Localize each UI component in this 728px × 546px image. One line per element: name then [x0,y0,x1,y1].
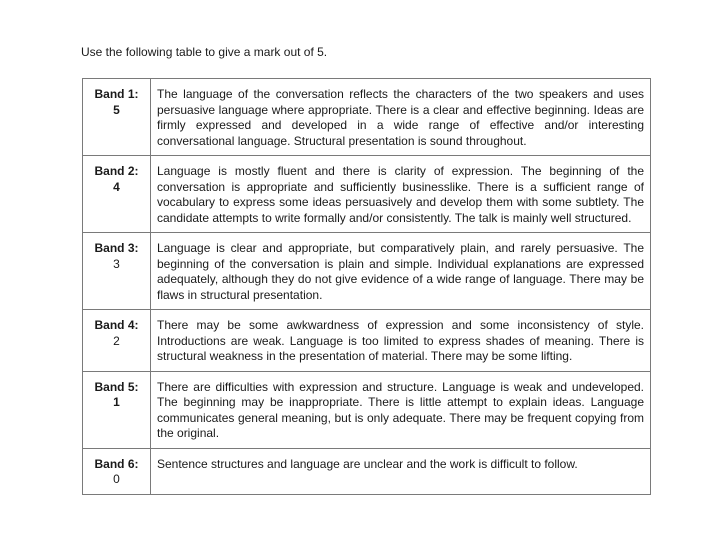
band-mark: 3 [113,256,120,271]
table-row [83,79,651,156]
band-mark: 1 [113,395,120,409]
band-description: Language is mostly fluent and there is clarity of expression. The beginning of the conversation is appropriate and sufficiently businesslike. There is a sufficient range of vocabulary to express some ideas persuasively and develop them with some subtlety. The candidate attempts to write formally and/or consistently. The talk is mainly well structured. [151,156,651,233]
band-label-cell [83,448,151,494]
band-name: Band 3: [94,241,139,255]
band-description: The language of the conversation reflects the characters of the two speakers and uses persuasive language where appropriate. There is a clear and effective beginning. Ideas are firmly expressed and developed in a wide range of effective and/or interesting conversational language. Structural presentation is sound throughout. [151,79,651,156]
band-description: Sentence structures and language are unclear and the work is difficult to follow. [151,448,651,494]
table-row [83,156,651,233]
band-mark: 5 [113,102,120,117]
band-label-cell [83,371,151,448]
table-row [83,233,651,310]
band-label-cell [83,156,151,233]
band-description: There are difficulties with expression and structure. Language is weak and undeveloped. The beginning may be inappropriate. There is little attempt to explain ideas. Language communicates general meaning, but is only adequate. There may be frequent copying from the original. [151,371,651,448]
band-name: Band 6: [94,456,139,471]
table-row [83,371,651,448]
band-name: Band 1: [94,87,139,101]
band-description: There may be some awkwardness of expression and some inconsistency of style. Introductions are weak. Language is too limited to express shades of meaning. There is structural weakness in the presentation of material. There may be some lifting. [151,310,651,372]
band-mark: 0 [113,472,120,486]
band-label-cell [83,79,151,156]
band-mark: 2 [113,333,120,348]
marking-rubric-table [82,78,651,495]
table-row [83,448,651,494]
band-label-cell [83,310,151,372]
band-label-cell [83,233,151,310]
band-description: Language is clear and appropriate, but comparatively plain, and rarely persuasive. The beginning of the conversation is plain and simple. Individual explanations are expressed adequately, although they do not give evidence of a wide range of language. There may be flaws in structural presentation. [151,233,651,310]
band-name: Band 4: [94,318,139,332]
band-name: Band 2: [94,164,139,178]
band-name: Band 5: [94,379,139,394]
table-row [83,310,651,372]
instruction-text: Use the following table to give a mark out of 5. [81,45,328,59]
band-mark: 4 [113,179,120,194]
